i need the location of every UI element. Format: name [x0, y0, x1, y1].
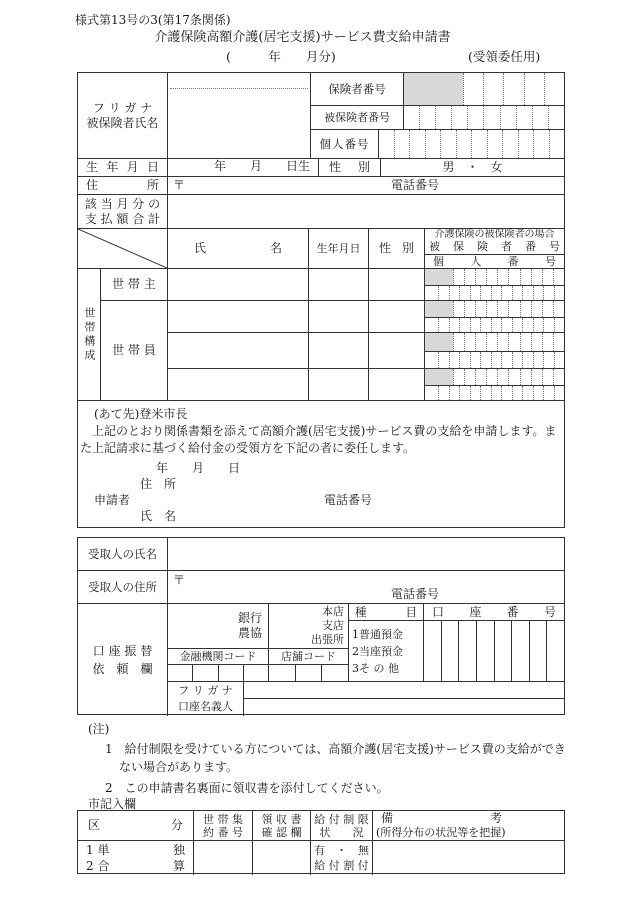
insured-number-field[interactable] [404, 106, 564, 130]
note-item-1: 1 給付制限を受けている方については、高額介護(居宅支援)サービス費の支給ができない場合があります。 [105, 742, 566, 774]
phone-label: 電話番号 [391, 178, 440, 192]
insured-number-cells[interactable] [404, 106, 564, 129]
household-birth-header: 生年月日 [309, 229, 369, 269]
remarks-subheader: (所得分布の状況等を把握) [376, 826, 506, 839]
row-insured-cells[interactable] [453, 301, 564, 317]
household-row3-number-cell[interactable] [425, 333, 564, 369]
household-number-header [425, 229, 564, 269]
row-personal-cells[interactable] [438, 386, 564, 400]
payment-total-input-cell[interactable] [168, 195, 564, 229]
period-line: ( 年 月分) [226, 49, 336, 64]
recipient-address-input-cell[interactable] [168, 571, 564, 604]
bank-type-option: 銀行 [237, 611, 262, 625]
applicant-table [77, 72, 565, 528]
household-agg-number-header: 世 帯 集 約 番 号 [194, 811, 253, 841]
household-vertical-label: 世帯構成 [82, 306, 96, 363]
household-head-label: 世 帯 主 [101, 269, 168, 301]
account-type-option[interactable]: 2当座預金 [352, 644, 403, 658]
recipient-address-label: 受取人の住所 [78, 571, 168, 604]
diagonal-cell [78, 229, 168, 269]
branch-type-option: 本店 [322, 605, 344, 618]
bank-name-input-cell[interactable] [168, 604, 269, 649]
bank-code-cells[interactable] [168, 665, 269, 682]
city-use-table [77, 810, 565, 874]
addressee-line: (あて先)登米市長 [94, 407, 188, 421]
category-header: 区 分 [78, 811, 194, 841]
declaration-phone-label: 電話番号 [324, 493, 373, 507]
address-label: 住 所 [78, 177, 168, 195]
household-row2-sex-cell[interactable] [369, 301, 425, 333]
category-options-cell[interactable]: 1 単 独 2 合 算 [78, 841, 194, 875]
account-section-label: 口 座 振 替 依 頼 欄 [78, 604, 168, 716]
household-row1-sex-cell[interactable] [369, 269, 425, 301]
insured-number-label: 被保険者番号 [311, 106, 404, 130]
household-row1-birth-cell[interactable] [309, 269, 369, 301]
row-personal-cells[interactable] [438, 286, 564, 300]
shaded-cell [425, 269, 453, 285]
recipient-name-label: 受取人の氏名 [78, 538, 168, 571]
insurance-case-header: 介護保険の被保険者の場合 [434, 229, 555, 240]
shaded-cell [425, 333, 453, 351]
declaration-date-line[interactable]: 年 月 日 [156, 461, 241, 475]
household-row3-sex-cell[interactable] [369, 333, 425, 369]
bank-code-label: 金融機関コード [168, 649, 269, 665]
insurer-number-field[interactable] [404, 73, 564, 106]
declaration-name-label: 氏 名 [140, 509, 177, 523]
receipt-check-header: 領 収 書 確 認 欄 [253, 811, 311, 841]
personal-number-field[interactable] [379, 130, 564, 159]
recipient-table [77, 537, 565, 715]
notes-heading: (注) [88, 722, 110, 736]
account-number-cells[interactable] [424, 621, 564, 682]
receipt-check-cell[interactable] [253, 841, 311, 875]
household-vertical-label-cell [78, 269, 101, 401]
branch-type-option: 支店 [322, 619, 344, 632]
row-personal-cells[interactable] [438, 318, 564, 332]
household-row2-birth-cell[interactable] [309, 301, 369, 333]
household-row1-name-cell[interactable] [168, 269, 309, 301]
birthdate-label: 生 年 月 日 [78, 159, 168, 177]
account-holder-name-input[interactable] [244, 699, 564, 716]
declaration-block [78, 401, 564, 527]
insured-name-label-cell [78, 73, 168, 159]
household-member-label: 世 帯 員 [101, 301, 168, 401]
bank-type-option: 農協 [237, 626, 262, 640]
household-row1-number-cell[interactable] [425, 269, 564, 301]
insurer-number-shaded-cell [404, 73, 463, 105]
household-row2-number-cell[interactable] [425, 301, 564, 333]
benefit-restriction-header: 給 付 制 限 状 況 [311, 811, 373, 841]
household-row4-number-cell[interactable] [425, 369, 564, 401]
sex-label: 性 別 [319, 159, 381, 177]
insured-name-label: 被保険者氏名 [86, 115, 159, 130]
page-title: 介護保険高額介護(居宅支援)サービス費支給申請書 [154, 30, 451, 45]
declaration-body: 上記のとおり関係書類を添えて高額介護(居宅支援)サービス費の支給を申請します。また上記請求に基づく給付金の受領方を下記の者に委任します。 [80, 424, 557, 455]
insurer-number-label: 保険者番号 [311, 73, 404, 106]
shaded-cell [425, 301, 453, 317]
account-type-header: 種 目 [349, 604, 424, 621]
account-type-option[interactable]: 1普通預金 [352, 627, 403, 641]
household-agg-number-cell[interactable] [194, 841, 253, 875]
address-input-cell[interactable] [168, 177, 564, 195]
household-personal-number-header: 個 人 番 号 [425, 254, 564, 269]
household-row4-birth-cell[interactable] [309, 369, 369, 401]
row-insured-cells[interactable] [453, 269, 564, 285]
household-name-header: 氏 名 [168, 229, 309, 269]
postal-mark: 〒 [173, 178, 186, 192]
row-insured-cells[interactable] [453, 333, 564, 351]
row-insured-cells[interactable] [453, 369, 564, 385]
branch-name-input-cell[interactable] [269, 604, 349, 649]
sex-choice-cell[interactable]: 男 ・ 女 [381, 159, 564, 177]
personal-number-cells[interactable] [379, 130, 564, 158]
insured-name-input-cell[interactable] [168, 73, 311, 159]
account-holder-furigana-input[interactable] [244, 682, 564, 699]
household-row2-name-cell[interactable] [168, 301, 309, 333]
branch-type-option: 出張所 [311, 633, 344, 646]
row-personal-cells[interactable] [438, 352, 564, 368]
account-number-header: 口 座 番 号 [424, 604, 564, 621]
account-type-option[interactable]: 3そ の 他 [352, 661, 399, 675]
declaration-address-label: 住 所 [140, 477, 177, 491]
form-number: 様式第13号の3(第17条関係) [75, 13, 231, 27]
remarks-header: 備 考 (所得分布の状況等を把握) [373, 811, 564, 841]
diagonal-line [78, 229, 167, 268]
recipient-name-input-cell[interactable] [168, 538, 564, 571]
shaded-cell [425, 369, 453, 385]
birthdate-input-cell[interactable]: 年 月 日生 [168, 159, 319, 177]
household-row4-sex-cell[interactable] [369, 369, 425, 401]
furigana-label: フ リ ガ ナ [92, 100, 153, 115]
account-type-options[interactable] [349, 621, 424, 682]
account-holder-label: フ リ ガ ナ 口座名義人 [168, 682, 244, 716]
use-note: (受領委任用) [468, 49, 541, 64]
postal-mark: 〒 [173, 573, 186, 587]
household-sex-header: 性 別 [369, 229, 425, 269]
recipient-phone-label: 電話番号 [391, 587, 440, 601]
branch-code-cells[interactable] [269, 665, 349, 682]
benefit-restriction-cell[interactable]: 有 ・ 無 給 付 割 付 [311, 841, 373, 875]
household-insured-number-header: 被 保 険 者 番 号 [429, 240, 560, 253]
household-row3-name-cell[interactable] [168, 333, 309, 369]
insurer-number-cells[interactable] [463, 73, 564, 105]
note-item-2: 2 この申請書名裏面に領収書を添付してください。 [105, 781, 389, 795]
city-box-label: 市記入欄 [88, 797, 137, 811]
payment-total-label: 該 当 月 分 の 支 払 額 合 計 [78, 195, 168, 229]
household-row3-birth-cell[interactable] [309, 333, 369, 369]
household-row4-name-cell[interactable] [168, 369, 309, 401]
remarks-cell[interactable] [373, 841, 564, 875]
applicant-label: 申請者 [94, 493, 131, 507]
furigana-divider-line [170, 88, 308, 89]
branch-code-label: 店舗コード [269, 649, 349, 665]
personal-number-label: 個人番号 [311, 130, 379, 159]
